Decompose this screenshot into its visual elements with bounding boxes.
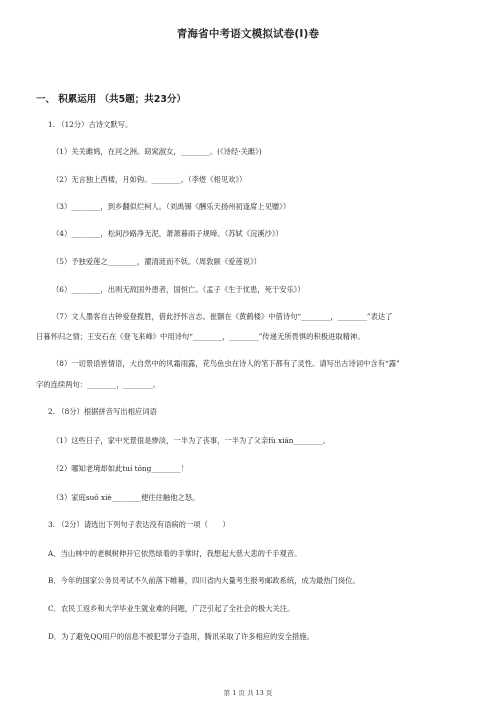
page-title: 青海省中考语文模拟试卷(I)卷 <box>176 28 320 40</box>
question-3-option-a: A．当山林中的老枫树伸开它依然绿着的手掌时，我想起大慈大悲的千手观音。 <box>48 549 302 558</box>
question-3-option-b: B．今年的国家公务员考试不久前落下帷幕，四川省内大量考生报考邮政系统，成为最热门岗位。 <box>48 576 360 585</box>
question-2-item-1: （1）这些日子，家中光景很是惨淡，一半为了丧事，一半为了父亲fù xián________。 <box>52 436 330 445</box>
question-2-item-2: （2）哪知老境却如此tuí tóng________！ <box>52 464 188 473</box>
question-1-item-7-cont: 日暮怀归之情；王安石在《登飞来峰》中用诗句“________，________”传递无所畏惧的积极进取精神。 <box>36 332 365 341</box>
question-1-item-7: （7）文人墨客自古钟爱登揽胜，借此抒怀言志。崔颢在《黄鹤楼》中借诗句“________，________”表达了 <box>52 312 393 321</box>
question-1-item-3: （3）________，到乡翻似烂柯人。（刘禹锡《酬乐天扬州初逢席上见赠》） <box>52 202 291 211</box>
question-1-item-8-cont: 字的连续两句：________，________。 <box>36 380 161 389</box>
question-1-item-1: （1）关关雎鸠，在河之洲。窈窕淑女，________。(《诗经·关雎》) <box>52 147 262 156</box>
question-2-heading: 2. （8分）根据拼音写出相应词语 <box>48 407 157 416</box>
question-1-item-4: （4）________，松间沙路净无泥，萧萧暮雨子规啼。（苏轼《浣溪沙》） <box>52 229 283 238</box>
section-heading: 一、 积累运用 （共5题；共23分） <box>36 94 186 105</box>
question-1-item-8: （8）一切景语皆情语，大自然中的风霜雨露，花鸟鱼虫在诗人的笔下都有了灵性。请写出古诗词中含有“露” <box>52 359 400 368</box>
question-1-heading: 1. （12分）古诗文默写。 <box>48 120 133 129</box>
question-3-heading: 3. （2分）请选出下列句子表达没有语病的一项（ ） <box>48 520 230 529</box>
question-3-option-d: D．为了避免QQ用户的信息不被犯罪分子盗用，腾讯采取了许多相应的安全措施。 <box>48 632 314 641</box>
question-1-item-5: （5）予独爱莲之________，濯清涟而不妖。（周敦颐《爱莲说》） <box>52 257 261 266</box>
page-footer: 第 1 页 共 13 页 <box>223 689 273 697</box>
question-1-item-2: （2）无言独上西楼，月如钩。________。（李煜《相见欢》） <box>52 175 247 184</box>
question-1-item-6: （6）________，出则无敌国外患者，国恒亡。（孟子《生于忧患，死于安乐》） <box>52 285 305 294</box>
question-3-option-c: C．农民工返乡和大学毕业生就业难的问题，广泛引起了全社会的极大关注。 <box>48 604 295 613</box>
question-2-item-3: （3）家庭suǒ xiè________便往往触他之怒。 <box>52 493 200 502</box>
